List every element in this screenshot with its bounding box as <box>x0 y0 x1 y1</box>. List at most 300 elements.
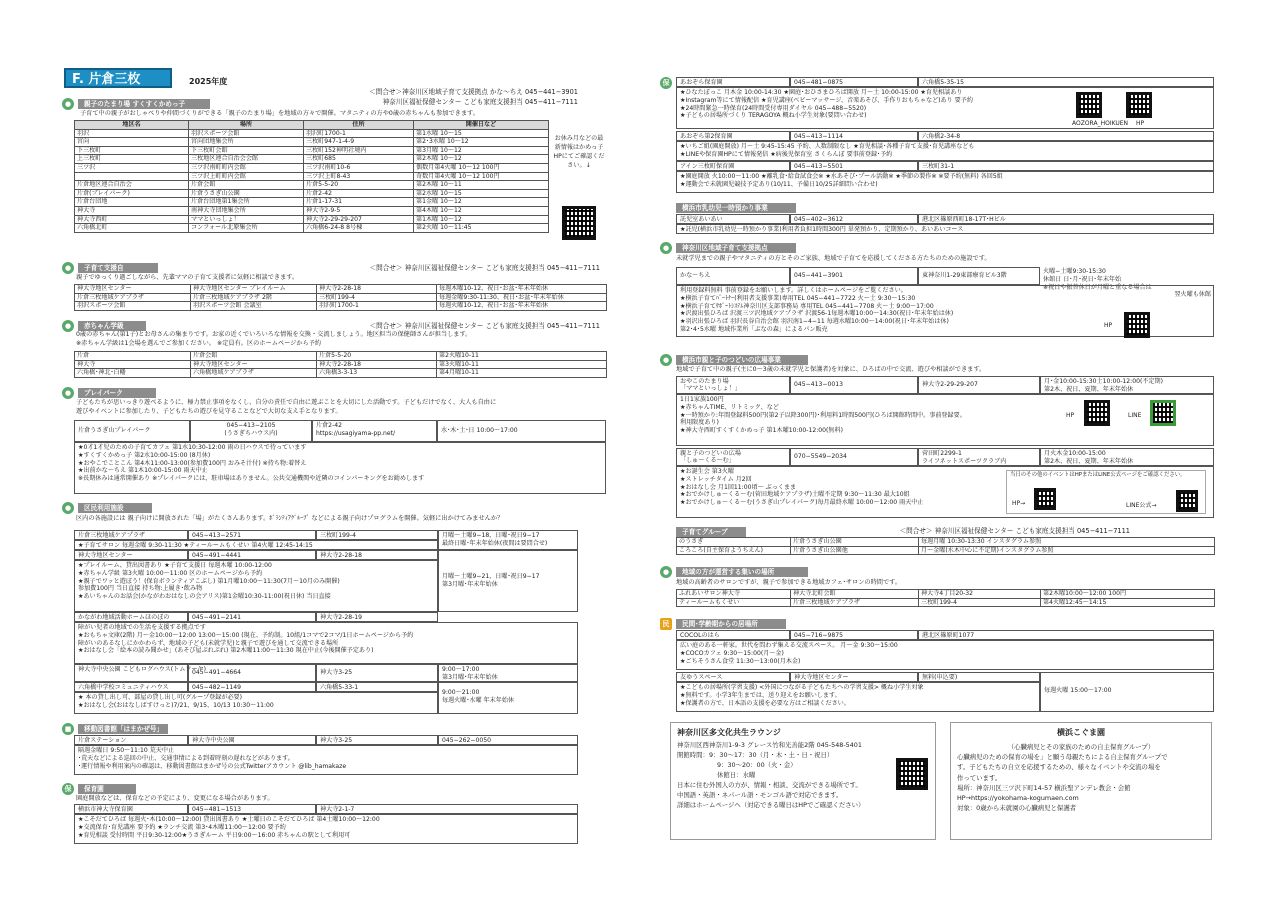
facility-tel: 045−402−3612 <box>790 214 918 224</box>
section-head-tamariba <box>62 99 210 109</box>
hiroba-details <box>676 394 1214 446</box>
table-cell: 羽沢 <box>75 129 189 138</box>
facility-details <box>676 171 1214 193</box>
detail-line: 第2･4･5水曜 地域作業所「ぶなの森」によるパン販売 <box>680 325 828 333</box>
facility-details <box>74 814 578 844</box>
table-cell: 羽沢スポーツ会館 会議室 <box>191 302 317 311</box>
table-cell: 片倉2-42 <box>304 189 414 198</box>
table-cell: 第2･3水曜 10〜12 <box>414 138 549 147</box>
table-cell: 第2水曜 10〜15 <box>414 189 549 198</box>
facility-tel: 045−491−4441 <box>188 550 316 560</box>
section-desc: 未就学児までの親子やマタニティの方とそのご家族、地域で子育てを応援してくださる方たちのための施設です。 <box>676 255 991 262</box>
section-title: 地域の方が運営する集いの場所 <box>676 567 808 577</box>
hp-label: HP→ <box>1012 500 1026 507</box>
table-cell: 片倉三枚地域ケアプラザ <box>75 293 191 302</box>
line-label: LINE公式→ <box>1126 502 1157 509</box>
table-cell: 偶数月第4火曜 10〜12 100円 <box>414 164 549 173</box>
table-cell: 片倉うさぎ山公園他 <box>791 546 919 555</box>
section-title: 子育て支援自 <box>78 263 158 273</box>
table-row <box>75 224 549 233</box>
hours: 第2木、祝日、夏期、年末年始休 <box>1044 385 1134 393</box>
detail-line: 障がいのあるなしにかかわらず、地域の子ども(未就学児)と親子で遊びを通して交流できる場所 <box>78 639 339 647</box>
facility-tel: 045−413−5501 <box>790 161 918 171</box>
table-cell: のうさぎ <box>677 538 791 547</box>
table-cell: 神大寺 <box>75 360 191 369</box>
panel-addr: 神奈川区西神奈川1-9-3 グレース竹和光善能2階 045-548-5401 <box>677 741 862 750</box>
table-cell: 六角橋･神北･白幡 <box>75 369 191 378</box>
facility-name: 横浜市神大寺保育園 <box>74 804 188 814</box>
table-row <box>75 369 607 378</box>
section-title: 民間･学齢期からの居場所 <box>676 619 786 629</box>
section-desc: 親子でゆっくり過ごしながら、先輩ママの子育て支援者に気軽に相談できます。 <box>76 274 299 281</box>
facility-addr: 六角橋5-33-1 <box>316 682 438 692</box>
hours: 第3月曜･年末年始休 <box>442 580 498 588</box>
facility-tel: 045−491−2141 <box>188 612 316 622</box>
table-cell: 第2木曜 10〜11 <box>414 181 549 190</box>
table-cell: 第4月曜10-11 <box>437 369 607 378</box>
facility-details <box>676 640 1214 670</box>
table-cell: 三枚町685 <box>304 155 414 164</box>
detail-line: ★一時預かり:年間登録料500円(第2子以降300円)･利用料1時間500円(ひろば開館時間中。事前登録要。 <box>680 411 966 419</box>
table-cell: ティールームもくせい <box>677 598 791 607</box>
table-cell: 羽沢町1700-1 <box>317 302 437 311</box>
col-header: 場所 <box>189 121 304 130</box>
pin-icon: ● <box>660 242 672 254</box>
hiroba-hours <box>1040 376 1214 394</box>
section-title: 神奈川区地域子育て支援拠点 <box>676 243 796 253</box>
detail-line: ★おはなし会 月1回11:00頃〜 ぶっくまま <box>680 483 797 491</box>
table-row <box>75 189 549 198</box>
section-title: 区民利用施設 <box>78 503 152 513</box>
table-cell: 片倉三枚地域ケアプラザ 2階 <box>191 293 317 302</box>
facility-name: 託児室あいあい <box>676 214 790 224</box>
table-cell: 神大寺2-9-5 <box>304 207 414 216</box>
line-qr-icon[interactable] <box>1176 490 1198 512</box>
table-cell: 羽沢スポーツ会館 <box>75 302 191 311</box>
detail-line: ★ごちそうさん食堂 11:30〜13:00(月木金) <box>680 657 801 665</box>
facility-name: かな〜ちえ <box>676 267 790 285</box>
table-cell: 片倉会館 <box>191 352 317 361</box>
table-row <box>677 590 1215 599</box>
col-header: 地区名 <box>75 121 189 130</box>
table-cell: 片倉会館 <box>189 181 304 190</box>
akachan-table <box>74 351 607 378</box>
table-cell: 南神大寺団地集会所 <box>189 207 304 216</box>
section-desc: 子育て中の親子がおしゃべりや仲間づくりができる「親子のたまり場」を地域の方々で開催。マタニティの方や0歳の赤ちゃんも参加できます。 <box>80 110 479 117</box>
table-cell: 片倉台団地 <box>75 198 189 207</box>
section-title: 移動図書館「はまかぜ号」 <box>78 724 168 734</box>
detail-line: 利用登録料無料 事前登録をお願いします。詳しくはホームページをご覧ください。 <box>680 287 907 294</box>
addr: ライフネットスポーツクラブ内 <box>922 457 1007 465</box>
detail-line: 障がい児者の地域での生活を支援する拠点です <box>78 624 206 631</box>
detail-line: ★保護者の方で、日本語の支援を必要な方はご相談ください。 <box>680 699 850 707</box>
table-cell: 毎週月曜 10:30-13:30 インスタグラム参照 <box>919 538 1215 547</box>
section-title: 子育てグループ <box>676 527 746 537</box>
table-cell: 第4火曜12:45〜14:15 <box>1041 598 1215 607</box>
section-desc: 区内の各施設には 親子向けに開放された「場」がたくさんあります。ﾎﾞﾗﾝﾃｨｱｸﾞﾙｰﾌﾟ などによる親子向けプログラムを開催。気軽に出かけてみませんか？ <box>76 515 504 522</box>
table-cell: 第2木曜 10〜12 <box>414 155 549 164</box>
tsudoi-table <box>676 589 1215 607</box>
facility-details <box>676 682 1040 712</box>
hours: 9:00〜17:00 <box>442 666 480 673</box>
hp-qr-icon[interactable] <box>1126 92 1152 118</box>
section-desc: 地域で子育て中の親子(主に0〜3歳の未就学児と保護者)を対象に、ひろばの中で交流、遊びや相談ができます。 <box>676 366 986 373</box>
facility-name: アイン三枚町保育園 <box>676 161 790 171</box>
table-cell: 第2火曜 10〜11:45 <box>414 224 549 233</box>
panel-hours: 開館時間：9：30〜17：30（月・木・土・日・祝日） <box>677 751 834 760</box>
hours: 第2木、祝日、夏期、年末年始休 <box>1044 457 1134 465</box>
table-row <box>75 198 549 207</box>
table-cell: 神大寺2-29-29-207 <box>304 215 414 224</box>
detail-line: ★羽沢出張ひろば 羽沢長谷自治会館 羽沢南1−4−11 毎週水曜10:00〜14:00(祝日･年末年始は休) <box>680 318 949 326</box>
table-row <box>75 207 549 216</box>
addr: 菅田町2299-1 <box>922 450 962 457</box>
detail-line: 参加費100円 当日直接 持ち物:上履き･飲み物 <box>78 585 203 593</box>
group-table <box>676 537 1215 555</box>
facility-hours: 毎週火曜 15:00〜17:00 <box>1040 672 1214 712</box>
facility-addr: 東神奈川1-29東部療育ビル3階 <box>918 267 1040 285</box>
table-cell: 三枚町152神明社境内 <box>304 146 414 155</box>
facility-name: 片倉三枚地域ケアプラザ <box>74 530 188 540</box>
table-cell: 三ツ沢上町8-43 <box>304 172 414 181</box>
facility-name: 六角橋中学校コミュニティハウス <box>74 682 188 692</box>
table-cell: 片倉うさぎ山公園 <box>189 189 304 198</box>
table-cell: 羽沢町1700-1 <box>304 129 414 138</box>
section-head-tsudoi <box>660 567 808 577</box>
facility-addr: 港北区篠原西町18-17T･Hビル <box>918 214 1214 224</box>
pin-icon: ● <box>660 354 672 366</box>
facility-name: 神大寺地区センター <box>74 550 188 560</box>
facility-tel: 045−413−1114 <box>790 131 918 141</box>
hiroba-name <box>676 376 790 394</box>
hiroba-addr <box>918 448 1040 466</box>
detail-line: ･荒天などによる巡回の中止、交通事情による到着時刻の遅れなどがあります。 <box>78 754 294 762</box>
hp-qr-icon[interactable] <box>1124 312 1150 338</box>
table-cell: 奇数月第4火曜 10〜12 100円 <box>414 172 549 181</box>
table-cell: 月〜金曜(水木中心に不定期)インスタグラム参照 <box>919 546 1215 555</box>
table-cell: 宮向 <box>75 138 189 147</box>
facility-tel: 045−481−1513 <box>188 804 316 814</box>
hiroba-name <box>676 448 790 466</box>
facility-addr: 三枚町199-4 <box>316 530 438 540</box>
section-contact: ＜問合せ＞ 神奈川区福祉保健センター こども家庭支援担当 045−411−7111 <box>369 264 600 272</box>
detail-line: ★おはなし会「絵本の読み聞かせ」(あそび屋ぷれぷれ) 第2木曜11:00〜11:30 現在中止(今後開催予定あり) <box>78 647 374 655</box>
detail-line: ★Instagram等にて情報配信 ★育児講座(ベビーマッサージ、音楽あそび、手作りおもちゃなど)あり 要予約 <box>680 96 973 104</box>
table-cell: 片倉地区連合自治会 <box>75 181 189 190</box>
facility-addr: 三枚町31-1 <box>918 161 1214 171</box>
facility-addr: 港北区篠原町1077 <box>918 630 1214 640</box>
table-cell: 宮向団地集会所 <box>189 138 304 147</box>
panel-title: 神奈川区多文化共生ラウンジ <box>677 728 781 737</box>
panel-text: 中国語・英語・ネパール語・モンゴル語で対応できます。 <box>677 791 843 799</box>
table-cell: 神大寺4丁目20-32 <box>919 590 1041 599</box>
facility-addr: 六角橋2-34-8 <box>918 131 1214 141</box>
table-cell: 第1金曜 10〜12 <box>414 198 549 207</box>
section-head-playpark <box>62 388 156 398</box>
detail-line: ★親子でワッと遊ぼう！(保育ボランティアこぶし) 第1月曜10:00〜11:30(7月〜10月のみ開催) <box>78 577 340 585</box>
hp-qr-icon[interactable] <box>1084 400 1110 426</box>
qr-code-icon[interactable] <box>896 758 928 790</box>
col-header: 住所 <box>304 121 414 130</box>
facility-name: あおぞら保育園 <box>676 77 790 87</box>
station-place: 神大寺中央公園 <box>188 735 316 745</box>
panel-text: 心臓病児のための保育の場を」と願う母親たちによる自主保育グループで <box>957 753 1168 762</box>
facility-tel <box>190 420 312 442</box>
detail-line: ★24時間緊急一時保育(24時間受付専用ダイヤル 045−488−5520) <box>680 104 867 112</box>
facility-hours <box>438 682 578 714</box>
panel-text: 詳細はホームページへ（対応できる曜日はHPでご確認ください） <box>677 800 865 809</box>
detail-line: ★横浜子育てﾊﾟｰﾄﾅｰ(利用者支援事業)専用TEL 045−441−7722 火〜土 9:30〜15:30 <box>680 294 916 302</box>
panel-text: 場所：神奈川区三ツ沢下町14-57 横浜聖アンデレ教会・会館 <box>957 783 1131 792</box>
detail-line: ★COCOカフェ 9:30〜15:00(月〜金) <box>680 649 784 657</box>
table-cell <box>75 172 189 181</box>
station-addr: 神大寺3-25 <box>316 735 438 745</box>
table-row <box>75 302 607 311</box>
section-contact: ＜問合せ＞ 神奈川区福祉保健センター こども家庭支援担当 045−411−7111 <box>369 322 600 330</box>
table-cell: 第1水曜 10〜15 <box>414 129 549 138</box>
section-head-shien <box>62 263 158 273</box>
facility-addr: 神大寺2-28-18 <box>316 550 438 560</box>
facility-details <box>74 622 578 664</box>
table-cell: 神大寺北町会館 <box>791 590 919 599</box>
table-cell: 毎週火曜10-12、祝日･お盆･年末年始休 <box>437 302 607 311</box>
table-cell: ママといっしょ！ <box>189 215 304 224</box>
panel-text: 対象：0歳から未就園の心臓病児と保護者 <box>957 804 1077 813</box>
url-link[interactable]: https://usagiyama-pp.net/ <box>316 429 396 437</box>
detail-line: ★交流保育･育児講座 要予約 ★ランチ交流 第3･4木曜11:00〜12:00 要予約 <box>78 823 286 831</box>
section-title: 横浜市乳幼児一時預かり事業 <box>676 203 796 213</box>
detail-line: ★園庭開放 火10:00〜11:00 ★離乳食･給食試食会※ ★水あそび･プール活動※ ★季節の製作※ ※要予約(無料) 各回5組 <box>680 173 1003 180</box>
section-head-minkan <box>660 619 786 629</box>
table-cell: 三枚地区連合自治会会館 <box>189 155 304 164</box>
col-header: 開催日など <box>414 121 549 130</box>
minkan-icon: 民 <box>660 618 672 630</box>
table-cell: 六角橋地域ケアプラザ <box>191 369 317 378</box>
detail-line: ★おもちゃ文庫(2階) 月〜金10:00〜12:00 13:00〜15:00 (現在、予約制。10組/1コマで2コマ/1日ホームページから予約 <box>78 631 414 639</box>
detail-line: ★無料です。小学3年生までは、送り迎えをお願いします。 <box>680 691 841 699</box>
page-year: 2025年度 <box>189 77 228 86</box>
hours: 翌火曜も休館 <box>1174 291 1211 299</box>
table-cell: 神大寺西町 <box>75 215 189 224</box>
name: おやこのたまり場 <box>680 378 729 385</box>
table-cell: 下三枚町会館 <box>189 146 304 155</box>
facility-name: 片倉うさぎ山プレイパーク <box>74 420 190 442</box>
table-cell: 片倉 <box>75 352 191 361</box>
detail-line: ★おでかけしゅ〜くる〜む(菅田地域ケアプラザ)土曜不定期 9:30〜11:30 最大10組 <box>680 491 910 499</box>
hours: 休館日 日･月･祝日･年末年始 <box>1043 275 1122 283</box>
facility-tel: 045−413−2571 <box>188 530 316 540</box>
playpark-details <box>74 442 606 494</box>
detail-line: ★出前かな〜ちえ 第1木10:00-15:00 雨天中止 <box>78 467 208 475</box>
table-cell: 三ツ沢上町町内会館 <box>189 172 304 181</box>
shien-table <box>74 284 607 311</box>
table-row <box>75 360 607 369</box>
pin-icon: ● <box>62 502 74 514</box>
detail-line: ★おやこでことこん 第4木11:00-13:00(参加費100円 おみそ汁付) ※持ち物:着替え <box>78 459 307 467</box>
detail-line: ★ひなたぼっこ 月木金 10:00-14:30 ★園庭･おひさまひろば開放 月〜土 10:00-15:00 ★育児相談あり <box>680 89 963 96</box>
table-cell: 神大寺2-28-18 <box>317 360 437 369</box>
table-cell: 三枚町199-4 <box>919 598 1041 607</box>
facility-line: ★子育てサロン 毎週金曜 9:30-11:30 ★ティールームもくせい 第4火曜 12:45-14:15 <box>74 540 438 550</box>
hours: 火曜−土曜9:30-15:30 <box>1043 268 1106 275</box>
hiroba-hours <box>1040 448 1214 466</box>
section-head-kyoten <box>660 243 796 253</box>
table-cell: 六角橋3-3-13 <box>317 369 437 378</box>
table-cell: 三枚町199-4 <box>317 293 437 302</box>
table-cell: 神大寺 <box>75 207 189 216</box>
section-head-ichiji <box>676 203 796 213</box>
hoiku-marker <box>660 78 672 88</box>
table-row <box>677 598 1215 607</box>
detail-line: ★ストレッチタイム 月2回 <box>680 475 752 483</box>
line-label: LINE <box>1128 412 1142 419</box>
facility-addr: 神大寺2-28-19 <box>316 612 438 622</box>
facility-addr: 神大寺2-1-7 <box>316 804 578 814</box>
table-cell: 片倉(プレイパーク) <box>75 189 189 198</box>
table-cell: 六角橋6-24-8 8号棟 <box>304 224 414 233</box>
table-row <box>75 181 549 190</box>
qr-code-icon[interactable] <box>562 206 596 240</box>
facility-tel: 045−491−4664 <box>188 664 316 682</box>
panel-hours: 休館日：水曜 <box>717 771 756 780</box>
tel: 045−413−2105 <box>226 422 276 429</box>
station-name: 片倉ステーション <box>74 735 188 745</box>
hours: 毎週火曜･水曜 年末年始休 <box>442 696 515 704</box>
facility-place: 神大寺地区センター <box>790 672 918 682</box>
tel-sub: (うさぎちハウス内) <box>224 429 278 437</box>
panel-title: 横浜こぐま園 <box>1057 728 1105 737</box>
instagram-qr-icon[interactable] <box>1076 92 1102 118</box>
section-head-kumin <box>62 503 152 513</box>
hiroba-tel: 070−5549−2034 <box>790 448 918 466</box>
table-cell: 神大寺地区センター <box>191 360 317 369</box>
detail-line: ★0才1才児のための子育てカフェ 第1水10:30-12:00 雨の日ハウスで待っています <box>78 444 307 451</box>
name: 親と子のつどいの広場 <box>680 450 741 457</box>
table-cell: 片倉うさぎ山公園 <box>791 538 919 547</box>
section-head-group <box>676 527 746 537</box>
hiroba-addr: 神大寺2-29-29-207 <box>918 376 1040 394</box>
station-tel: 045−262−0050 <box>438 735 578 745</box>
hours: 最終日曜･年末年始休(夜間は要問合せ) <box>442 539 548 547</box>
facility-details <box>676 141 1214 161</box>
detail-line: ★赤ちゃんTIME、リトミック、など <box>680 403 779 411</box>
detail-line: ★神大寺西町すくすくかめっ子 第1木曜10:00-12:00(無料) <box>680 427 843 435</box>
section-desc: 園庭開放などは、保育などの予定により、変更になる場合があります。 <box>76 795 274 802</box>
detail-line: ★すくすくかめっ子 第2水10:00-15:00 (8月休) <box>78 451 211 459</box>
detail-line: ･運行情報や利用案内の確認は、移動図書館はまかぜ号の公式Twitterアカウント @lib_hamakaze <box>78 762 347 770</box>
hours: 月曜〜土曜9−18、日曜･祝日9−17 <box>442 532 540 539</box>
detail-line: ★お誕生会 第3火曜 <box>680 468 734 475</box>
table-cell: 毎週金曜9:30-11:30、祝日･お盆･年末年始休 <box>437 293 607 302</box>
table-cell: 下三枚町 <box>75 146 189 155</box>
facility-name: かながわ地域活動ホームほのぼの <box>74 612 188 622</box>
detail-line: 1日1家族100円 <box>680 396 724 403</box>
section-desc: 地域の高齢者のサロンですが、親子で参加できる地域カフェ･サロンの時間です。 <box>676 579 902 586</box>
detail-line: ★横浜子育てｻﾎﾟｰﾄｼｽﾃﾑ神奈川区支部事務局 専用TEL 045−441−7708 火〜土 9:00〜17:00 <box>680 302 934 310</box>
facility-addr: 六角橋5-35-15 <box>918 77 1214 87</box>
section-head-bus <box>62 724 168 734</box>
table-cell: 神大寺2-28-18 <box>317 285 437 294</box>
detail-line: ★おはなし会(おはなしばすけっと)7/21、9/15、10/13 10:30〜11:00 <box>78 701 274 709</box>
facility-tel: 045−716−9875 <box>790 630 918 640</box>
table-cell: ふれあいサロン神大寺 <box>677 590 791 599</box>
facility-line: ★託児(横浜市乳幼児一時預かり事業)利用者負担1時間300円 単発預かり、定期預かり、あいあいコース <box>676 224 1214 234</box>
detail-line: ★ 本の貸し出し可、部屋の貸し出し可(グループ登録が必要) <box>78 694 243 701</box>
panel-link[interactable]: HP→https://yokohama-kogumaen.com <box>957 794 1079 803</box>
tamariba-table <box>74 120 549 233</box>
detail-line: ★赤ちゃん学級 第3火曜 10:00〜11:00 区のホームページから予約 <box>78 569 263 577</box>
table-cell: 羽沢スポーツ会館 <box>189 129 304 138</box>
facility-tel: 045−481−0875 <box>790 77 918 87</box>
detail-line: ★こどもの居場所(学習支援) <外国につながる子どもたちへの学習支援> 概ね小学生対象 <box>680 684 924 691</box>
facility-name: COCOLのはら <box>676 630 790 640</box>
hours: 9:00〜21:00 <box>442 689 480 696</box>
line-qr-icon[interactable] <box>1150 400 1176 426</box>
note: 当日のその他のイベントはHPまたはLINE公式ページをご確認ください。 <box>1010 472 1186 478</box>
facility-details <box>74 692 438 714</box>
facility-addr <box>312 420 437 442</box>
table-cell: 第3火曜10-11 <box>437 360 607 369</box>
section-contact: ＜問合せ＞ 神奈川区福祉保健センター こども家庭支援担当 045−411−7111 <box>899 527 1130 535</box>
table-cell: 第4木曜 10〜12 <box>414 207 549 216</box>
detail-line: 利用限度あり) <box>680 419 719 427</box>
facility-fee: 無料(申込要) <box>918 672 1040 682</box>
detail-line: ★運動会で未就園児競技予定あり(10/11、予備日10/25詳細問い合わせ) <box>680 180 878 188</box>
table-cell: 片倉三枚地域ケアプラザ <box>791 598 919 607</box>
panel-text: す。子どもたちの自立を応援するための、様々なイベントや交流の場を <box>957 763 1161 772</box>
section-desc: 遊びやイベントに参加したり、子どもたちの遊びを見守ることなどで大切な支え手となります。 <box>76 408 342 415</box>
table-cell: 片倉1-17-31 <box>304 198 414 207</box>
table-row <box>677 538 1215 547</box>
section-title: 横浜市親と子のつどいの広場事業 <box>676 355 808 365</box>
section-head-akachan <box>62 321 146 331</box>
hp-qr-icon[interactable] <box>1034 488 1056 510</box>
name: 「ママといっしょ！」 <box>680 385 741 392</box>
school-icon: 保 <box>660 77 672 89</box>
detail-line: 広い庭のある一軒家。世代を問わず集える交流スペース。 月〜金 9:30〜15:00 <box>680 642 898 649</box>
section-title: プレイパーク <box>78 388 156 398</box>
table-row <box>75 138 549 147</box>
detail-line: ★こそだてひろば 毎週火･木(10:00〜12:00) 貸出図書あり ★土曜日のこそだてひろば 第4土曜10:00〜12:00 <box>78 816 380 823</box>
table-row <box>75 215 549 224</box>
header-contact-2: 神奈川区福祉保健センター こども家庭支援担当 045−411−7111 <box>382 98 578 106</box>
detail-line: 隔週金曜日 9:50〜11:10 荒天中止 <box>78 747 175 754</box>
detail-line: ※長期休みは通常開催あり ※プレイパークには、駐車場はありません。公共交通機関や近隣のコインパーキングをお勧めします <box>78 475 425 483</box>
detail-line: ★育児相談 受付時間 平日9:30-12:00★うさぎルーム 平日9:00〜16:00 赤ちゃんの駅として利用可 <box>78 831 351 839</box>
bus-icon: ■ <box>62 723 74 735</box>
addr: 片倉2-42 <box>316 422 343 429</box>
table-cell: 第2火曜10-11 <box>437 352 607 361</box>
table-row <box>75 352 607 361</box>
table-cell: 第3月曜 10〜12 <box>414 146 549 155</box>
facility-name: 神大寺中央公園 こどもログハウス(トムソーヤ) <box>74 664 188 682</box>
facility-tel: 045−482−1149 <box>188 682 316 692</box>
table-cell: 第2木曜10:00〜12:00 100円 <box>1041 590 1215 599</box>
table-cell: 三ツ沢 <box>75 164 189 173</box>
table-row <box>75 293 607 302</box>
table-cell: 毎週木曜10-12、祝日･お盆･年末年始休 <box>437 285 607 294</box>
section-desc: 子どもたちが思いっきり遊べるように、極力禁止事項をなくし、自分の責任で自由に遊ぶことを大切にした活動です。子どもだけでなく、大人も自由に <box>76 399 497 406</box>
hours: 月･金10:00-15:30土10:00-12:00(不定期) <box>1044 378 1164 385</box>
detail-line: ★プレイルーム、貸出図書あり ★子育て支援日 毎週木曜 10:00-12:00 <box>78 562 272 569</box>
hours: 月曜〜土曜9−21、日曜･祝日9−17 <box>442 573 540 580</box>
facility-tel: 045−441−3901 <box>790 267 918 285</box>
table-cell: 三枚町947-1-4-9 <box>304 138 414 147</box>
person-icon: ● <box>62 98 74 110</box>
detail-line: ★LINEや保育園HPにて情報発信 ★病後児保育室 さくらんぼ 要事前登録･予約 <box>680 150 893 158</box>
table-cell: 片倉台団地第1集会所 <box>189 198 304 207</box>
facility-name: 友ゆうスペース <box>676 672 790 682</box>
